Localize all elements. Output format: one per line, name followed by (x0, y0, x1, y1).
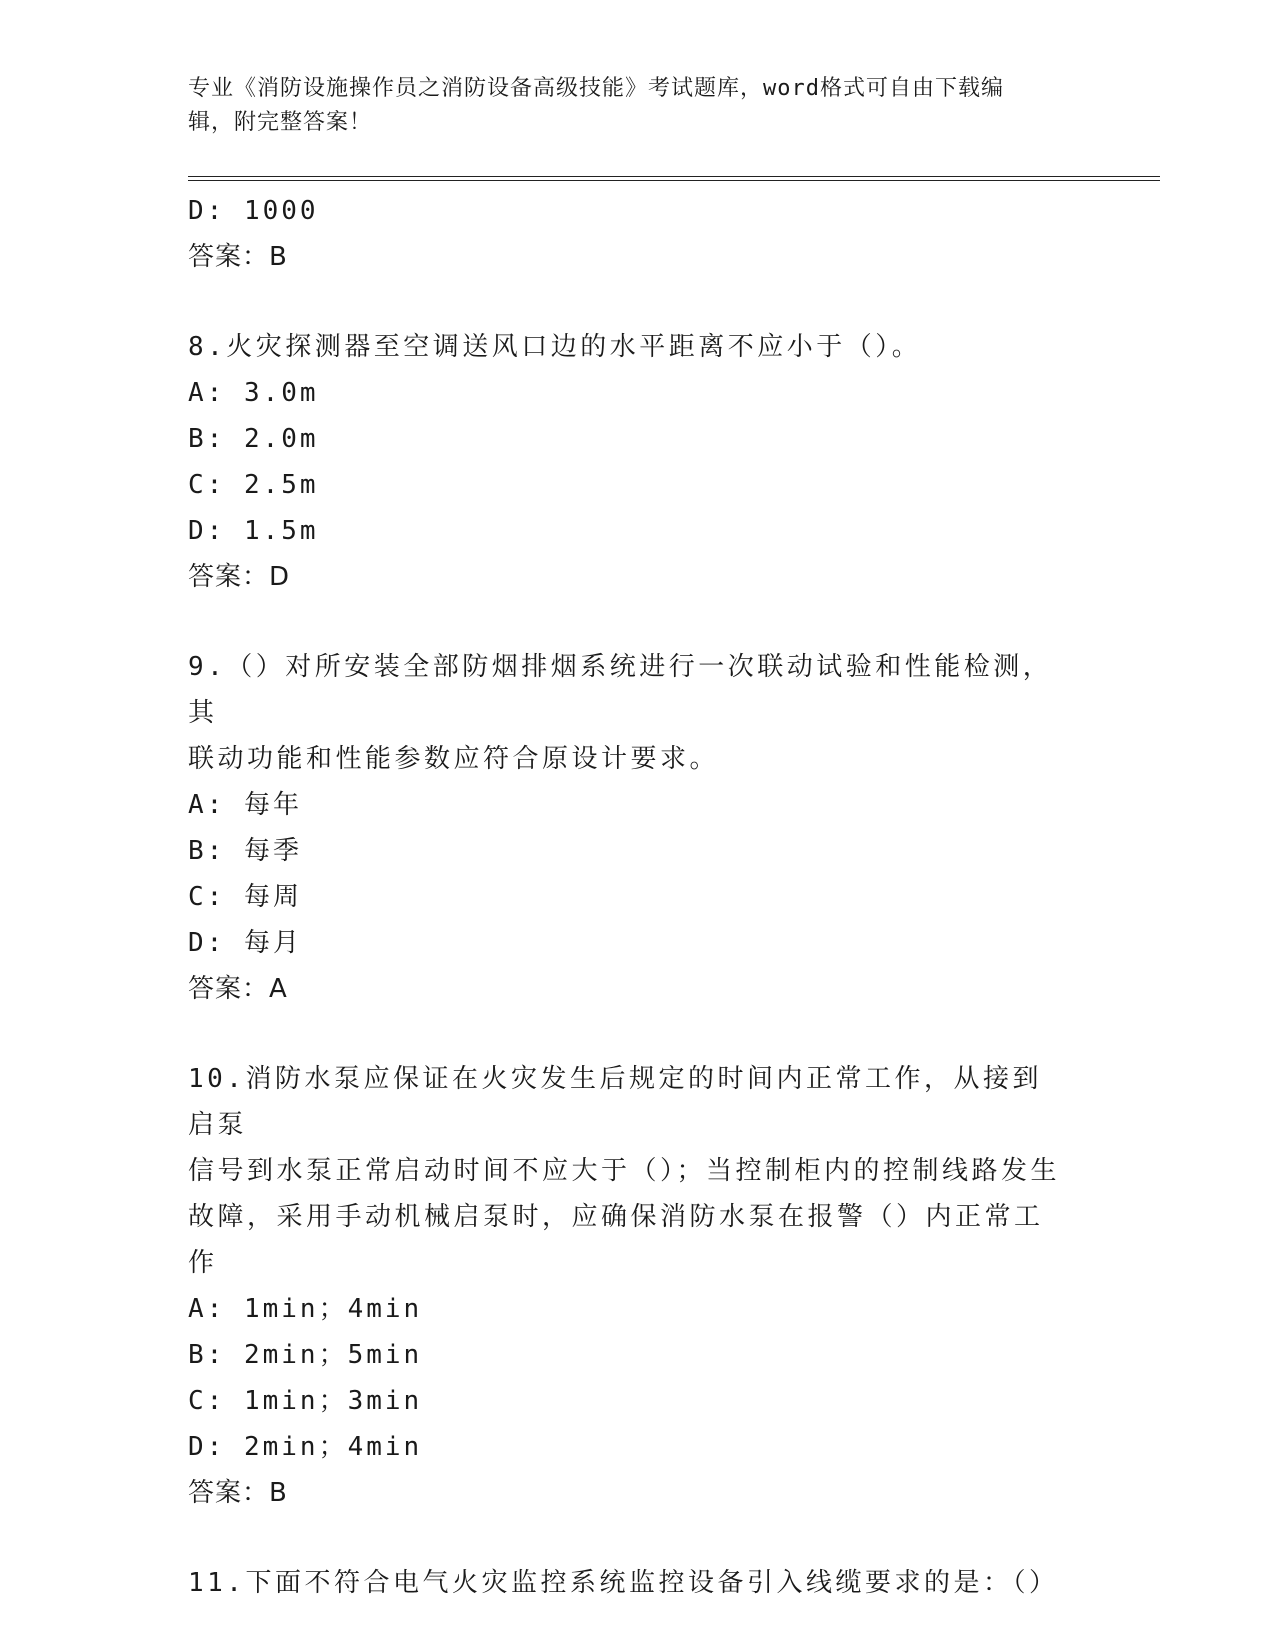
option-b: B: 2.0m (188, 424, 319, 454)
question-list (188, 188, 1088, 1606)
header-divider (188, 176, 1160, 181)
option-c: C: 每周 (188, 882, 302, 912)
question-11 (188, 1560, 1088, 1606)
answer-label: 答案：D (188, 562, 291, 592)
header-line-1: 专业《消防设施操作员之消防设备高级技能》考试题库，word格式可自由下载编 (188, 76, 1004, 101)
answer-label: 答案：B (188, 242, 288, 272)
answer-label: 答案：A (188, 974, 288, 1004)
question-9 (188, 644, 1088, 1012)
option-a: A: 1min；4min (188, 1294, 423, 1324)
option-d: D: 1000 (188, 196, 319, 226)
question-text-line-3: 故障，采用手动机械启泵时，应确保消防水泵在报警（）内正常工作 (188, 1202, 1044, 1278)
question-text-line-1: 9.（）对所安装全部防烟排烟系统进行一次联动试验和性能检测，其 (188, 652, 1053, 728)
previous-question-tail (188, 188, 1088, 280)
answer-label: 答案：B (188, 1478, 288, 1508)
option-b: B: 2min；5min (188, 1340, 423, 1370)
option-d: D: 每月 (188, 928, 302, 958)
question-8 (188, 324, 1088, 600)
document-header (188, 72, 1088, 140)
question-text: 8.火灾探测器至空调送风口边的水平距离不应小于（）。 (188, 332, 922, 362)
option-d: D: 2min；4min (188, 1432, 423, 1462)
option-c: C: 1min；3min (188, 1386, 423, 1416)
question-10 (188, 1056, 1088, 1516)
option-d: D: 1.5m (188, 516, 319, 546)
option-c: C: 2.5m (188, 470, 319, 500)
option-a: A: 每年 (188, 790, 302, 820)
question-text: 11.下面不符合电气火灾监控系统监控设备引入线缆要求的是：（） (188, 1568, 1059, 1598)
question-text-line-1: 10.消防水泵应保证在火灾发生后规定的时间内正常工作，从接到启泵 (188, 1064, 1042, 1140)
option-a: A: 3.0m (188, 378, 319, 408)
question-text-line-2: 信号到水泵正常启动时间不应大于（）；当控制柜内的控制线路发生 (188, 1156, 1061, 1186)
option-b: B: 每季 (188, 836, 302, 866)
header-line-2: 辑，附完整答案！ (188, 110, 373, 135)
question-text-line-2: 联动功能和性能参数应符合原设计要求。 (188, 744, 720, 774)
